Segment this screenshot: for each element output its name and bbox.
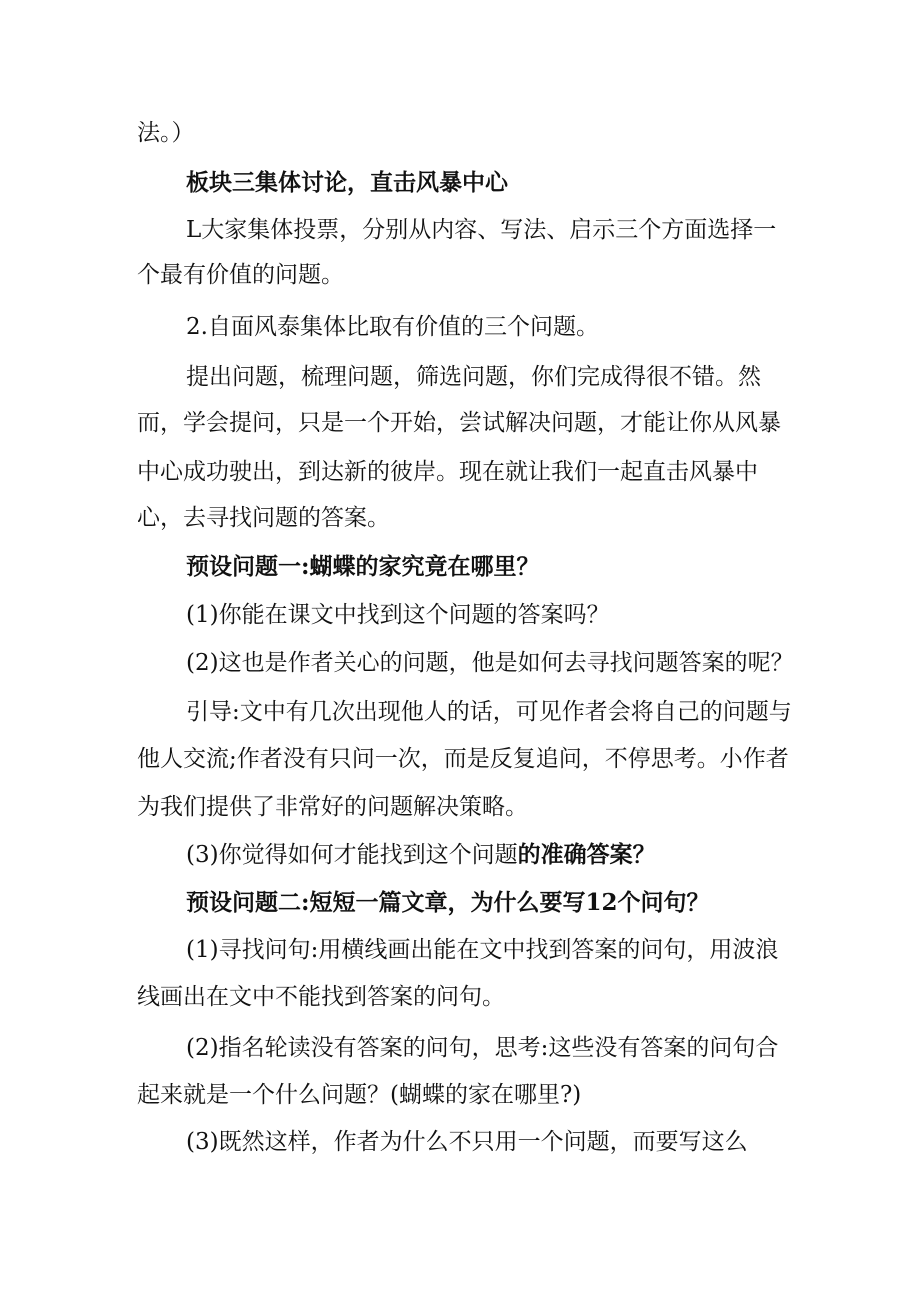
text-line-vote: L大家集体投票，分别从内容、写法、启示三个方面选择一 bbox=[186, 217, 777, 243]
text-line-what-question: 起来就是一个什么问题？(蝴蝶的家在哪里?) bbox=[137, 1082, 582, 1108]
preset-question-one-heading: 预设问题一:蝴蝶的家究竟在哪里？ bbox=[186, 553, 540, 580]
question-two-item-3: (3)既然这样，作者为什么不只用一个问题，而要写这么 bbox=[186, 1129, 748, 1155]
question-one-item-3-text: (3)你觉得如何才能找到这个问题 bbox=[186, 842, 518, 868]
text-line-fa: 法。） bbox=[137, 120, 195, 146]
preset-question-two-heading: 预设问题二:短短一篇文章，为什么要写12个问句？ bbox=[186, 889, 710, 916]
text-line-wavy-line: 线画出在文中不能找到答案的问句。 bbox=[137, 984, 505, 1010]
text-line-communicate: 他人交流;作者没有只问一次，而是反复追问，不停思考。小作者 bbox=[137, 746, 789, 772]
question-one-item-2: (2)这也是作者关心的问题，他是如何去寻找问题答案的呢？ bbox=[186, 650, 794, 676]
text-line-learn-to-ask: 而，学会提问，只是一个开始，尝试解决问题，才能让你从风暴 bbox=[137, 410, 781, 436]
question-two-item-1: (1)寻找问句:用横线画出能在文中找到答案的问句，用波浪 bbox=[186, 937, 779, 963]
text-line-step-two: 2.自面风泰集体比取有价值的三个问题。 bbox=[186, 314, 599, 340]
text-line-storm-center: 中心成功驶出，到达新的彼岸。现在就让我们一起直击风暴中 bbox=[137, 459, 758, 485]
text-line-strategy: 为我们提供了非常好的问题解决策略。 bbox=[137, 794, 528, 820]
question-one-item-1: (1)你能在课文中找到这个问题的答案吗？ bbox=[186, 602, 610, 628]
question-one-item-3-bold: 的准确答案？ bbox=[517, 841, 656, 868]
text-line-find-answer: 心，去寻找问题的答案。 bbox=[137, 505, 390, 531]
question-one-item-3 bbox=[186, 840, 656, 870]
question-two-item-2: (2)指名轮读没有答案的问句，思考:这些没有答案的问句合 bbox=[186, 1035, 779, 1061]
text-line-praise: 提出问题，梳理问题，筛选问题，你们完成得很不错。然 bbox=[186, 364, 761, 390]
text-line-guidance: 引导:文中有几次出现他人的话，可见作者会将自己的问题与 bbox=[186, 699, 792, 725]
section-heading-block-three: 板块三集体讨论，直击风暴中心 bbox=[186, 169, 508, 196]
text-line-valuable-question: 个最有价值的问题。 bbox=[137, 262, 344, 288]
